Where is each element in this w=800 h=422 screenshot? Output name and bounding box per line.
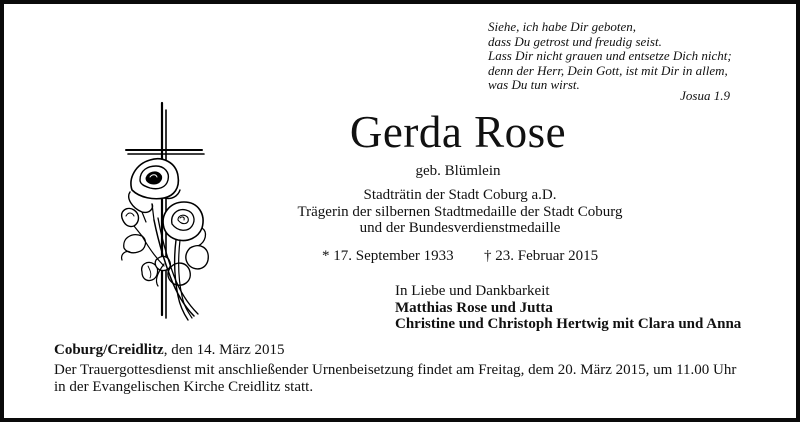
honors-list bbox=[250, 187, 670, 237]
verse-line: was Du tun wirst. bbox=[488, 77, 580, 93]
service-notice bbox=[54, 362, 736, 396]
birth-date: * 17. September 1933 bbox=[322, 248, 454, 264]
mourner-name: Matthias Rose und Jutta bbox=[395, 299, 553, 316]
verse-line: Siehe, ich habe Dir geboten, bbox=[488, 19, 637, 34]
cross-with-roses-icon bbox=[118, 100, 218, 322]
honor-line: und der Bundesverdienstmedaille bbox=[359, 220, 561, 236]
verse-reference: Josua 1.9 bbox=[680, 88, 730, 103]
service-line: in der Evangelischen Kirche Creidlitz statt. bbox=[54, 379, 314, 395]
maiden-name: geb. Blümlein bbox=[415, 163, 501, 179]
honor-line: Trägerin der silbernen Stadtmedaille der Stadt Coburg bbox=[297, 203, 623, 220]
bible-verse bbox=[488, 20, 732, 93]
place: Coburg/Creidlitz bbox=[54, 342, 164, 358]
mourners-block bbox=[395, 283, 741, 333]
mourners-intro: In Liebe und Dankbarkeit bbox=[395, 283, 550, 299]
deceased-name: Gerda Rose bbox=[349, 107, 567, 157]
death-date: † 23. Februar 2015 bbox=[484, 248, 599, 264]
verse-line: Lass Dir nicht grauen und entsetze Dich nicht; bbox=[488, 48, 732, 64]
service-line: Der Trauergottesdienst mit anschließender Urnenbeisetzung findet am Freitag, dem 20. März 2015, um 11.00 Uhr bbox=[54, 362, 737, 378]
honor-line: Stadträtin der Stadt Coburg a.D. bbox=[363, 187, 557, 203]
verse-line: denn der Herr, Dein Gott, ist mit Dir in allem, bbox=[488, 62, 728, 78]
mourner-name: Christine und Christoph Hertwig mit Clara und Anna bbox=[395, 316, 742, 332]
date: , den 14. März 2015 bbox=[163, 342, 285, 358]
place-and-date bbox=[54, 342, 285, 359]
verse-line: dass Du getrost und freudig seist. bbox=[488, 33, 662, 49]
